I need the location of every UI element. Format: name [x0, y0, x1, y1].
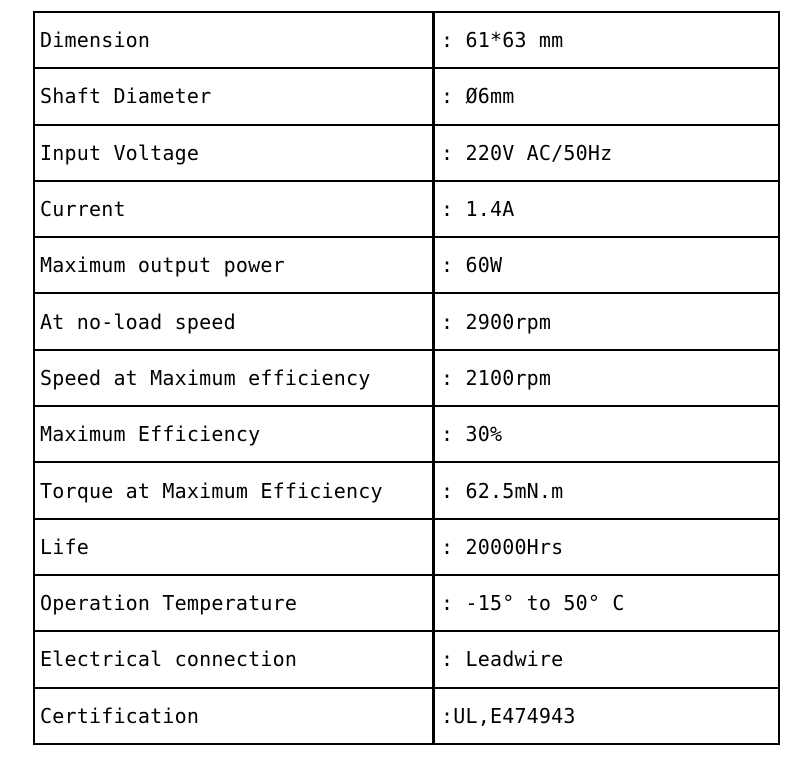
table-row [34, 293, 779, 349]
table-row [34, 406, 779, 462]
spec-label: Speed at Maximum efficiency [34, 350, 434, 406]
spec-label: Input Voltage [34, 125, 434, 181]
spec-label: Torque at Maximum Efficiency [34, 462, 434, 518]
table-row [34, 68, 779, 124]
spec-value: : 60W [434, 237, 780, 293]
spec-label: Maximum output power [34, 237, 434, 293]
spec-value: : -15° to 50° C [434, 575, 780, 631]
spec-value: :UL,E474943 [434, 688, 780, 744]
spec-value: : 20000Hrs [434, 519, 780, 575]
spec-label: Current [34, 181, 434, 237]
spec-value: : 30% [434, 406, 780, 462]
table-row [34, 181, 779, 237]
spec-value: : 2900rpm [434, 293, 780, 349]
table-row [34, 237, 779, 293]
table-row [34, 12, 779, 68]
table-row [34, 519, 779, 575]
spec-value: : 220V AC/50Hz [434, 125, 780, 181]
spec-value: : 62.5mN.m [434, 462, 780, 518]
specification-table-body [34, 12, 779, 744]
spec-value: : Ø6mm [434, 68, 780, 124]
spec-value: : Leadwire [434, 631, 780, 687]
spec-label: Electrical connection [34, 631, 434, 687]
table-row [34, 688, 779, 744]
spec-label: Shaft Diameter [34, 68, 434, 124]
spec-label: At no-load speed [34, 293, 434, 349]
spec-value: : 2100rpm [434, 350, 780, 406]
spec-label: Life [34, 519, 434, 575]
specification-table [33, 11, 780, 745]
table-row [34, 575, 779, 631]
spec-label: Operation Temperature [34, 575, 434, 631]
spec-label: Maximum Efficiency [34, 406, 434, 462]
table-row [34, 631, 779, 687]
spec-label: Dimension [34, 12, 434, 68]
table-row [34, 125, 779, 181]
spec-value: : 61*63 mm [434, 12, 780, 68]
table-row [34, 350, 779, 406]
spec-label: Certification [34, 688, 434, 744]
spec-value: : 1.4A [434, 181, 780, 237]
table-row [34, 462, 779, 518]
